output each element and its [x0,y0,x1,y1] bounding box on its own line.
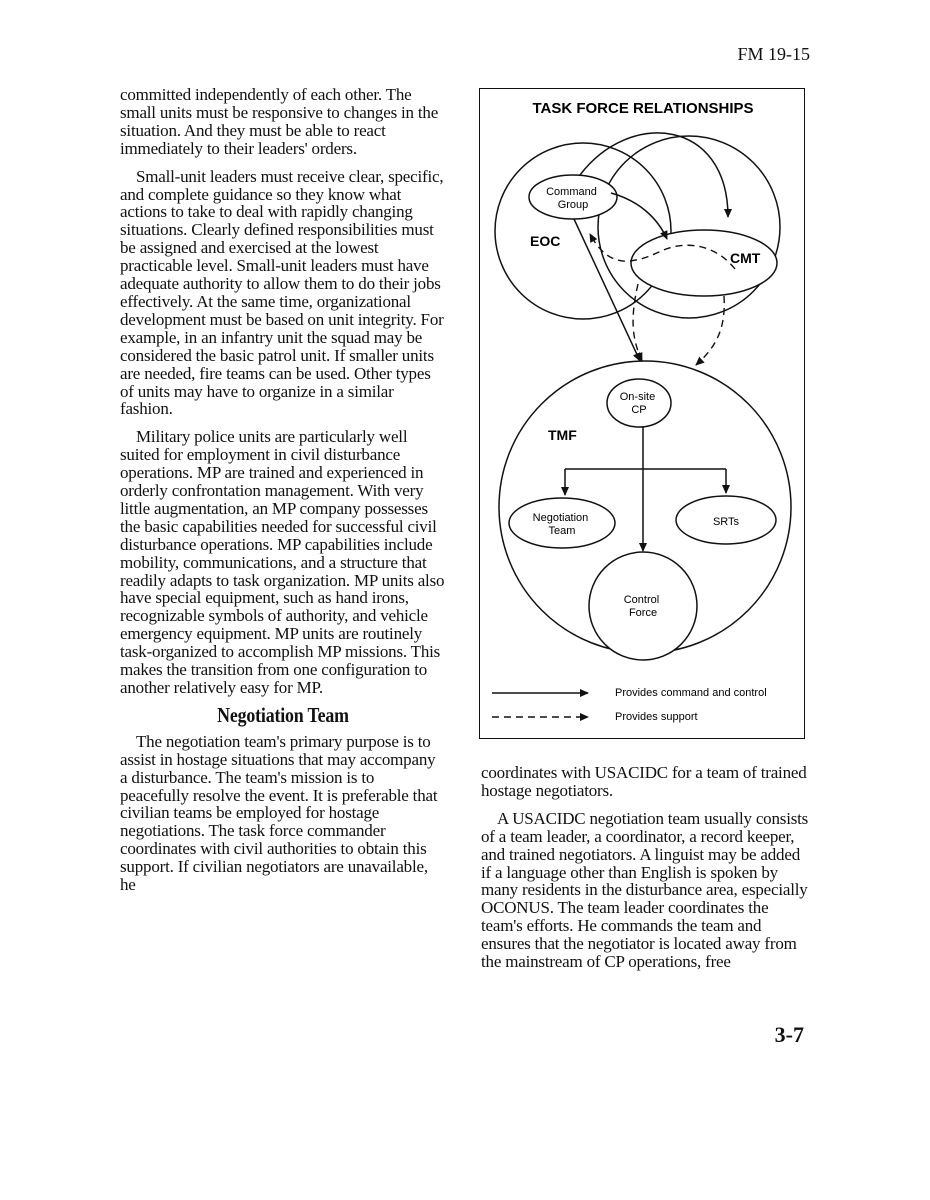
task-force-figure [479,88,805,739]
paragraph: Small-unit leaders must receive clear, specific, and complete guidance so they know what actions to take to deal with rapidly changing situations. Clearly defined responsibilities must be assigned and exercised at the lowest practicable level. Small-unit leaders must have adequate authority to allow them to do their jobs effectively. At the same time, organizational development must be based on unit integrity. For example, in an infantry unit the squad may be considered the basic patrol unit. If smaller units are needed, fire teams can be used. Other types of units may have to organize in a similar fashion. [120,166,444,419]
paragraph: Military police units are particularly well suited for employment in civil disturbance operations. MP are trained and experienced in orderly confrontation management. With very little augmentation, an MP company possesses the basic capabilities needed for successful civil disturbance operations. MP capabilities include mobility, communications, and a structure that readily adapts to task organization. MP units also have special equipment, such as hand irons, recognizable symbols of authority, and vehicle emergency equipment. MP units are routinely task-organized to accomplish MP missions. This makes the transition from one configuration to another relatively easy for MP. [120,427,445,697]
left-column [120,86,446,904]
command-group-label: Command Group [546,186,597,211]
paragraph: A USACIDC negotiation team usually consists of a team leader, a coordinator, a record keeper, and trained negotiators. A linguist may be added if a language other than English is spoken by many residents in the disturbance area, especially OCONUS. The team leader coordinates the team's efforts. He commands the team and ensures that the negotiator is located away from the mainstream of CP operations, free [481,808,809,972]
control-force-circle [589,552,697,660]
paragraph: coordinates with USACIDC for a team of trained hostage negotiators. [481,763,807,800]
tmf-label: TMF [548,427,577,443]
paragraph: committed independently of each other. The small units must be responsive to changes in the situation. And they must be able to react immediately to their leaders' orders. [120,85,439,158]
dashed-cmt-to-tmf [696,296,724,365]
manual-header: FM 19-15 [737,44,810,64]
onsite-cp-ellipse [607,379,671,427]
relationship-diagram [480,89,806,740]
cmt-label: CMT [730,250,761,266]
eoc-label: EOC [530,233,561,249]
negotiation-team-label: Negotiation Team [532,512,589,537]
figure-title: TASK FORCE RELATIONSHIPS [532,100,754,117]
arrow-command-to-tmf [574,219,640,361]
paragraph: The negotiation team's primary purpose is to assist in hostage situations that may accompany a disturbance. The team's mission is to peacefully resolve the event. It is preferable that civilian teams be employed for hostage negotiations. The task force commander coordinates with civil authorities to obtain this support. If civilian negotiators are unavailable, he [120,731,438,895]
page-number: 3-7 [774,1022,804,1047]
eoc-circle [495,143,671,319]
legend-dashed-label: Provides support [615,711,698,723]
control-force-label: Control Force [623,594,660,619]
arrow-command-to-overlap [611,193,667,239]
legend-solid-label: Provides command and control [615,687,767,699]
srts-label: SRTs [712,516,740,528]
onsite-cp-label: On-site CP [619,391,656,416]
section-heading: Negotiation Team [217,702,349,727]
right-column [481,764,809,981]
